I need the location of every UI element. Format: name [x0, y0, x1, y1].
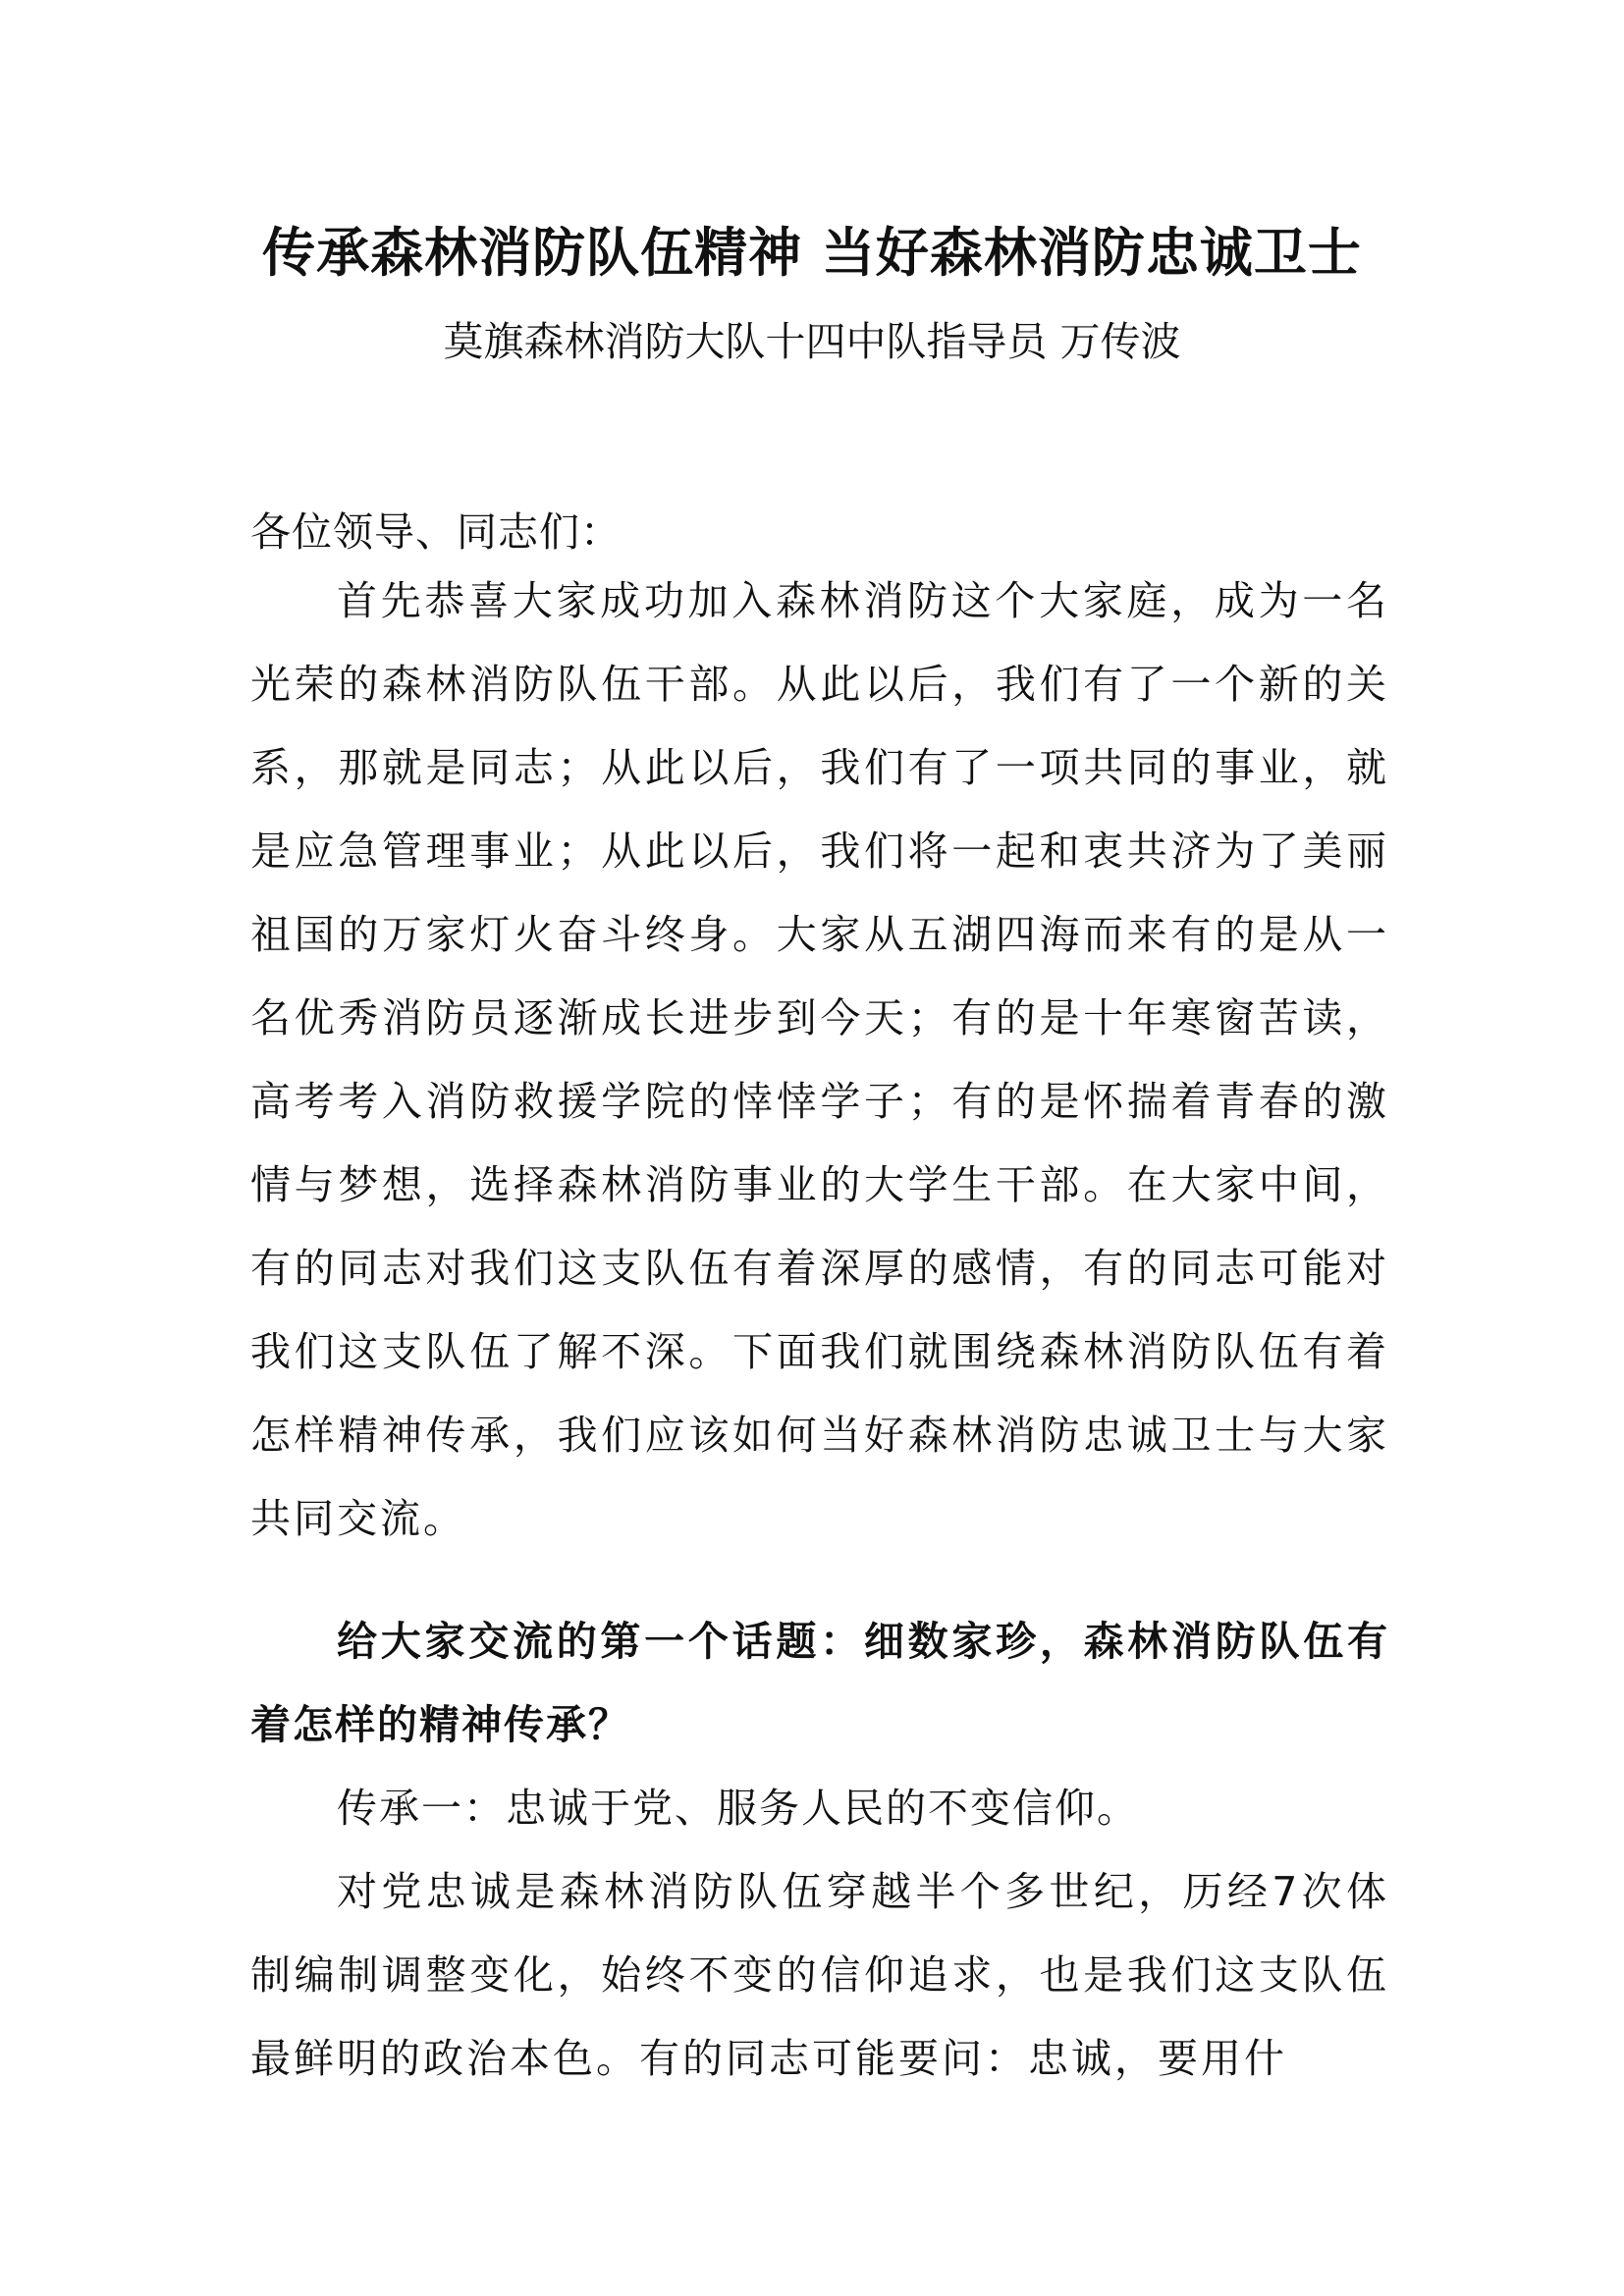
section-heading: 给大家交流的第一个话题：细数家珍，森林消防队伍有着怎样的精神传承？	[250, 1618, 1389, 1748]
paragraph-intro: 首先恭喜大家成功加入森林消防这个大家庭，成为一名光荣的森林消防队伍干部。从此以后，我们有了一个新的关系，那就是同志；从此以后，我们有了一项共同的事业，就是应急管理事业；从此以后，我们将一起和衷共济为了美丽祖国的万家灯火奋斗终身。大家从五湖四海而来有的是从一名优秀消防员逐渐成长进步到今天；有的是十年寒窗苦读，高考考入消防救援学院的悻悻学子；有的是怀揣着青春的激情与梦想，选择森林消防事业的大学生干部。在大家中间，有的同志对我们这支队伍有着深厚的感情，有的同志可能对我们这支队伍了解不深。下面我们就围绕森林消防队伍有着怎样精神传承，我们应该如何当好森林消防忠诚卫士与大家共同交流。	[250, 577, 1389, 1542]
salutation: 各位领导、同志们：	[250, 508, 622, 556]
subsection-heading: 传承一：忠诚于党、服务人民的不变信仰。	[337, 1785, 1139, 1832]
author-byline: 莫旗森林消防大队十四中队指导员 万传波	[443, 318, 1181, 365]
paragraph-body: 对党忠诚是森林消防队伍穿越半个多世纪，历经7次体制编制调整变化，始终不变的信仰追求，也是我们这支队伍最鲜明的政治本色。有的同志可能要问：忠诚，要用什	[250, 1868, 1389, 2082]
document-title: 传承森林消防队伍精神 当好森林消防忠诚卫士	[262, 221, 1362, 284]
